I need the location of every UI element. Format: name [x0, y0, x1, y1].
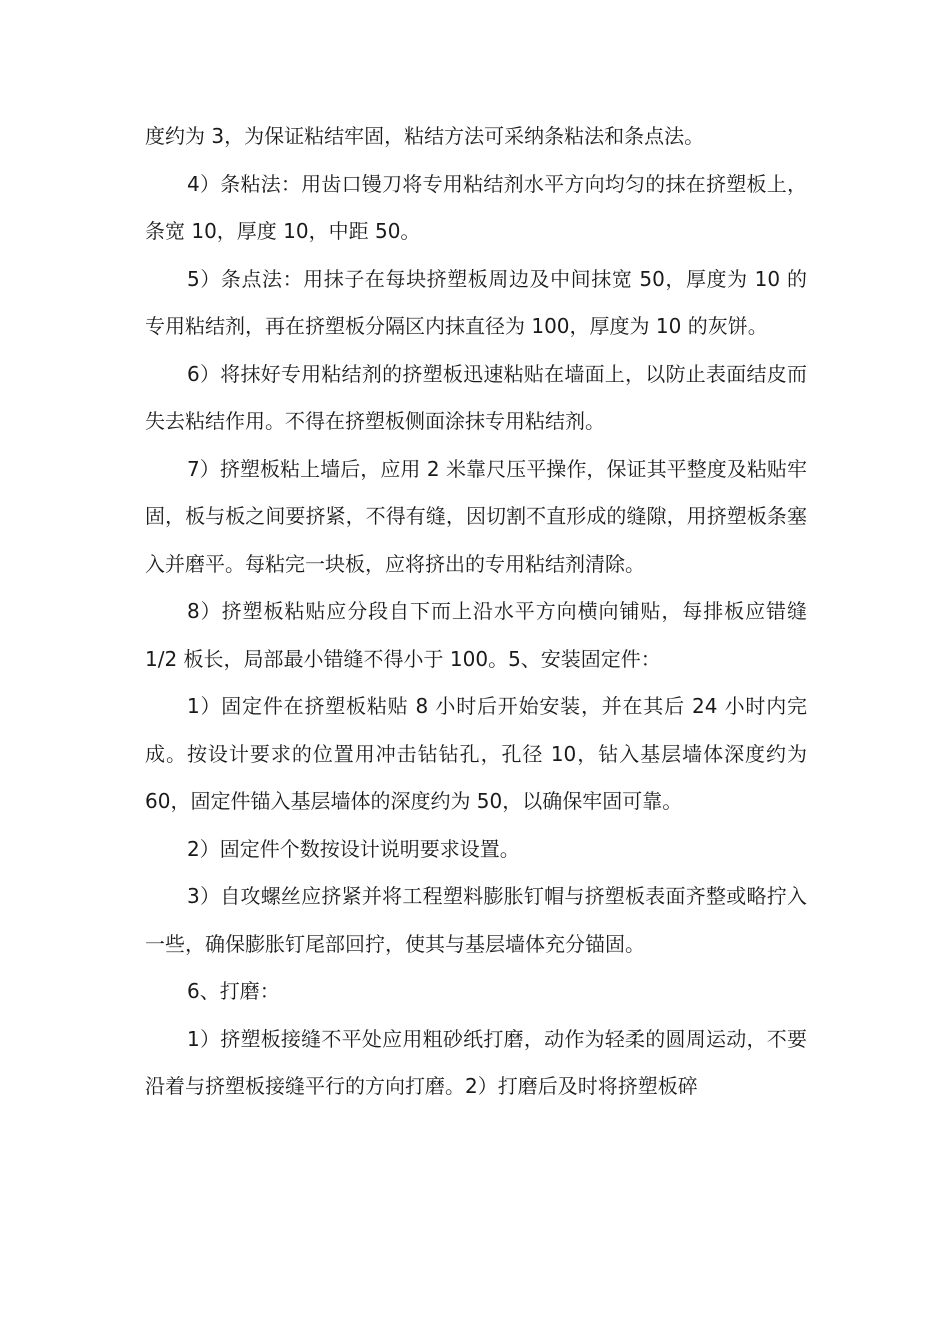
paragraph-fixing-install: 1）固定件在挤塑板粘贴 8 小时后开始安装，并在其后 24 小时内完成。按设计要求的位置用冲击钻钻孔，孔径 10，钻入基层墙体深度约为 60，固定件锚入基层墙体的深度约为 50，以确保牢固可靠。 — [145, 694, 807, 813]
paragraph-staggered-laying: 8）挤塑板粘贴应分段自下而上沿水平方向横向铺贴，每排板应错缝 1/2 板长，局部最小错缝不得小于 100。5、安装固定件： — [145, 599, 807, 671]
paragraph-paste-board: 6）将抹好专用粘结剂的挤塑板迅速粘贴在墙面上，以防止表面结皮而失去粘结作用。不得在挤塑板侧面涂抹专用粘结剂。 — [145, 361, 807, 433]
paragraph-self-tapping-screw: 3）自攻螺丝应挤紧并将工程塑料膨胀钉帽与挤塑板表面齐整或略拧入一些，确保膨胀钉尾部回拧，使其与基层墙体充分锚固。 — [145, 884, 807, 956]
section-heading-sanding: 6、打磨： — [187, 979, 280, 1003]
paragraph-fixing-count: 2）固定件个数按设计说明要求设置。 — [187, 836, 520, 861]
paragraph-press-flat: 7）挤塑板粘上墙后，应用 2 米靠尺压平操作，保证其平整度及粘贴牢固，板与板之间要挤紧，不得有缝，因切割不直形成的缝隙，用挤塑板条塞入并磨平。每粘完一块板，应将挤出的专用粘结剂清除。 — [145, 456, 807, 576]
paragraph-sanding: 1）挤塑板接缝不平处应用粗砂纸打磨，动作为轻柔的圆周运动，不要沿着与挤塑板接缝平行的方向打磨。2）打磨后及时将挤塑板碎 — [145, 1026, 807, 1098]
document-body — [145, 113, 807, 1111]
paragraph-strip-point-bonding: 5）条点法：用抹子在每块挤塑板周边及中间抹宽 50，厚度为 10 的专用粘结剂，再在挤塑板分隔区内抹直径为 100，厚度为 10 的灰饼。 — [145, 266, 807, 338]
paragraph-strip-bonding: 4）条粘法：用齿口镘刀将专用粘结剂水平方向均匀的抹在挤塑板上，条宽 10，厚度 10，中距 50。 — [145, 171, 807, 243]
paragraph-continuation: 度约为 3，为保证粘结牢固，粘结方法可采纳条粘法和条点法。 — [145, 124, 705, 148]
